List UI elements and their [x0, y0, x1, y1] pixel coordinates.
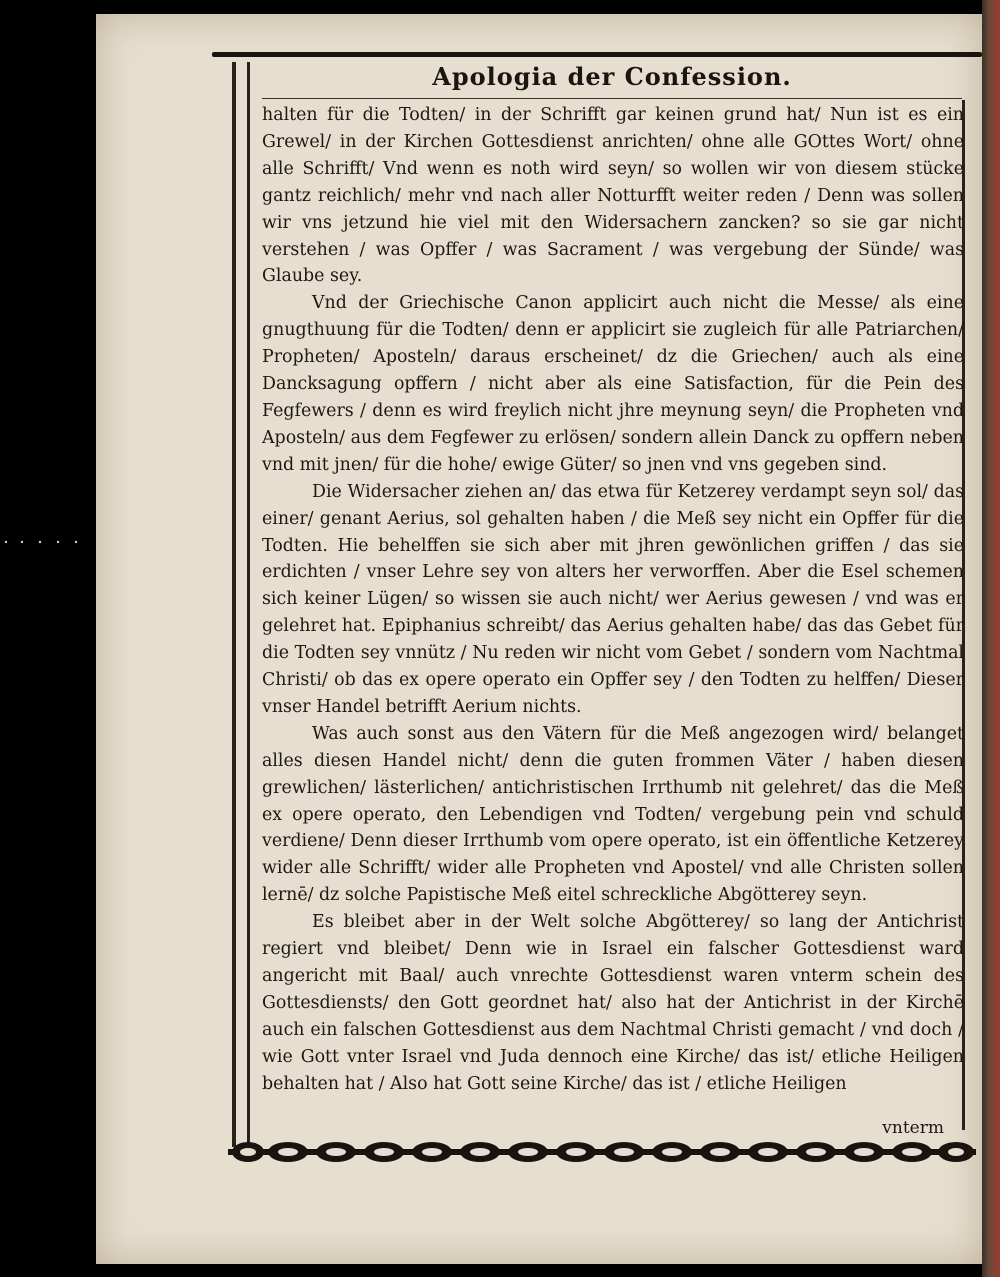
book-edge — [982, 0, 1000, 1277]
paragraph: Die Widersacher ziehen an/ das etwa für Ketzerey verdampt seyn sol/ das einer/ genant Aerius, sol gehalten haben / die Meß sey nicht ein Opffer für die Todten. Hie behelffen sie sich aber mit jhren gewönlichen griffen / das sie erdichten / vnser Lehre sey von alters her verworffen. Aber die Esel schemen sich keiner Lügen/ so wissen sie auch nicht/ wer Aerius gewesen / vnd was er gelehret hat. Epiphanius schreibt/ das Aerius gehalten habe/ das das Gebet für die Todten sey vnnütz / Nu reden wir nicht vom Gebet / sondern vom Nachtmal Christi/ ob das ex opere operato ein Opffer sey / den Todten zu helffen/ Dieser vnser Handel betrifft Aerium nichts. — [262, 481, 964, 717]
running-header: Apologia der Confession. — [432, 62, 792, 91]
paragraph: Was auch sonst aus den Vätern für die Meß angezogen wird/ belanget alles diesen Handel nicht/ denn die guten frommen Väter / haben diesen grewlichen/ lästerlichen/ antichristischen Irrthumb nit gelehret/ das die Meß ex opere operato, den Lebendigen vnd Todten/ vergebung pein vnd schuld verdiene/ Denn dieser Irrthumb vom opere operato, ist ein öffentliche Ketzerey wider alle Schrifft/ wider alle Propheten vnd Apostel/ vnd alle Christen sollen lernē/ dz solche Papistische Meß eitel schreckliche Abgötterey seyn. — [262, 723, 964, 906]
left-border-inner — [247, 62, 250, 1147]
left-border-outer — [232, 62, 236, 1147]
margin-dots — [0, 540, 90, 544]
paragraph: Es bleibet aber in der Welt solche Abgötterey/ so lang der Antichrist regiert vnd bleibet/ Denn wie in Israel ein falscher Gottesdienst ward angericht mit Baal/ auch vnrechte Gottesdienst waren vnterm schein des Gottesdiensts/ den Gott geordnet hat/ also hat der Antichrist in der Kirchē auch ein falschen Gottesdienst aus dem Nachtmal Christi gemacht / vnd doch / wie Gott vnter Israel vnd Juda dennoch eine Kirche/ das ist/ etliche Heiligen behalten hat / Also hat Gott seine Kirche/ das ist / etliche Heiligen — [262, 912, 964, 1094]
top-rule — [212, 52, 982, 57]
ornamental-border — [228, 1140, 976, 1164]
catchword: vnterm — [882, 1118, 944, 1138]
header-rule — [262, 98, 962, 99]
body-text — [262, 102, 964, 1098]
paragraph: halten für die Todten/ in der Schrifft gar keinen grund hat/ Nun ist es ein Grewel/ in der Kirchen Gottesdienst anrichten/ ohne alle GOttes Wort/ ohne alle Schrifft/ Vnd wenn es noth wird seyn/ so wollen wir von diesem stücke gantz reichlich/ mehr vnd nach aller Notturfft weiter reden / Denn was sollen wir vns jetzund hie viel mit den Widersachern zancken? so sie gar nicht verstehen / was Opffer / was Sacrament / was vergebung der Sünde/ was Glaube sey. — [262, 105, 964, 287]
paragraph: Vnd der Griechische Canon applicirt auch nicht die Messe/ als eine gnugthuung für die Todten/ denn er applicirt sie zugleich für alle Patriarchen/ Propheten/ Aposteln/ daraus erscheinet/ dz die Griechen/ auch als eine Dancksagung opffern / nicht aber als eine Satisfaction, für die Pein des Fegfewers / denn es wird freylich nicht jhre meynung seyn/ die Propheten vnd Aposteln/ aus dem Fegfewer zu erlösen/ sondern allein Danck zu opffern neben vnd mit jnen/ für die hohe/ ewige Güter/ so jnen vnd vns gegeben sind. — [262, 293, 964, 475]
